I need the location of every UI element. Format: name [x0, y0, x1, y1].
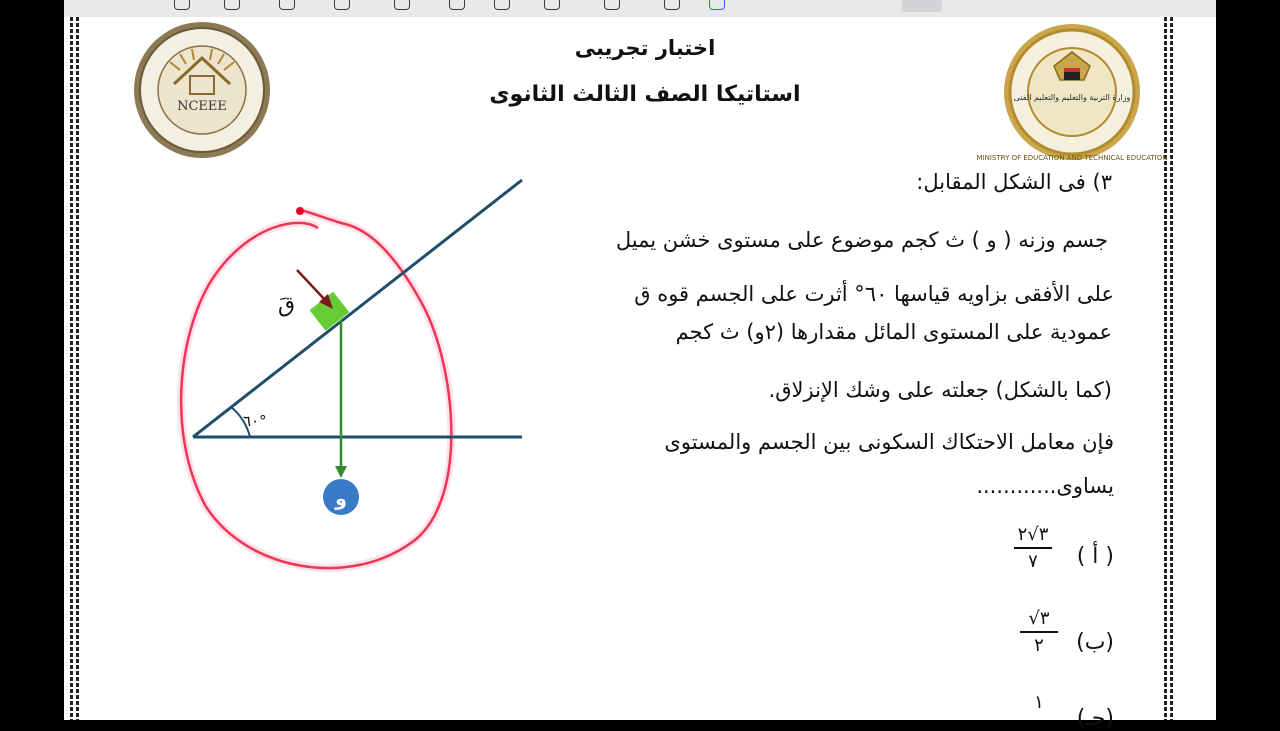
option-a-numerator: ٣√٢ — [1017, 524, 1049, 545]
inclined-plane-line — [193, 180, 522, 437]
option-a-denominator: ٧ — [1028, 551, 1038, 572]
red-annotation-glow — [181, 210, 451, 568]
nceee-abbr: NCEEE — [177, 99, 227, 114]
exam-title: اختبار تجريبى — [574, 36, 716, 60]
question-line: عمودية على المستوى المائل مقدارها (٢و) ث كجم — [675, 320, 1112, 344]
option-c-numerator: ١ — [1034, 692, 1044, 713]
weight-label: و — [335, 488, 347, 510]
question-line: على الأفقى بزاويه قياسها ٦٠° أثرت على الجسم قوه ق — [634, 282, 1114, 306]
force-arrow — [297, 270, 327, 302]
question-line: يساوى............ — [976, 474, 1114, 498]
option-c-fraction — [1014, 692, 1064, 715]
question-line: جسم وزنه ( و ) ث كجم موضوع على مستوى خشن يميل — [615, 228, 1108, 252]
force-label: قَ — [278, 293, 296, 318]
question-heading: ٣) فى الشكل المقابل: — [916, 170, 1112, 194]
question-line: (كما بالشكل) جعلته على وشك الإنزلاق. — [768, 378, 1112, 402]
option-b-label[interactable]: (ب) — [1076, 630, 1114, 655]
option-c-label[interactable]: (جـ) — [1076, 706, 1114, 731]
red-annotation-dot — [296, 207, 304, 215]
option-b-numerator: ٣√ — [1028, 608, 1050, 629]
option-a-label[interactable]: ( أ ) — [1076, 544, 1114, 569]
ministry-ring-text: MINISTRY OF EDUCATION AND TECHNICAL EDUCATION — [976, 154, 1168, 162]
weight-arrowhead — [335, 466, 347, 478]
block — [310, 292, 350, 331]
ministry-center-text: وزارة التربية والتعليم والتعليم الفنى — [1013, 93, 1131, 102]
ministry-logo — [977, 24, 1168, 162]
exam-subtitle: استاتيكا الصف الثالث الثانوى — [489, 82, 801, 107]
question-line: فإن معامل الاحتكاك السكونى بين الجسم والمستوى — [664, 430, 1114, 454]
option-b-denominator: ٢ — [1034, 635, 1044, 656]
option-b-fraction — [1014, 608, 1064, 656]
option-a-fraction — [1008, 524, 1058, 572]
angle-label: ٦٠° — [243, 412, 267, 430]
nceee-logo — [134, 22, 270, 158]
